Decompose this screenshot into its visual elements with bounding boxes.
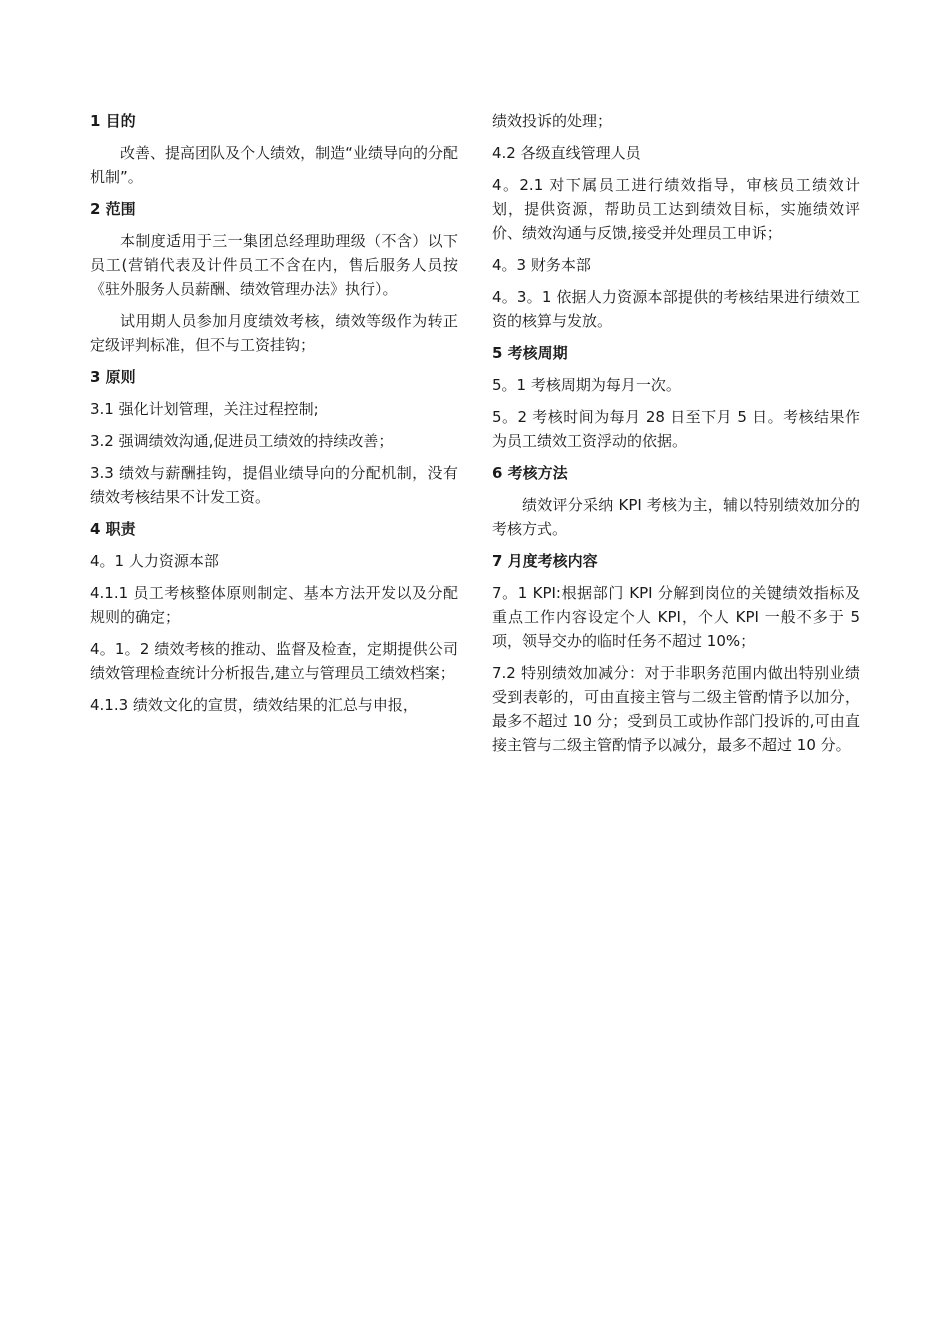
paragraph: 绩效投诉的处理； (492, 112, 613, 130)
paragraph: 3.3 绩效与薪酬挂钩，提倡业绩导向的分配机制，没有绩效考核结果不计发工资。 (90, 464, 458, 506)
paragraph: 试用期人员参加月度绩效考核，绩效等级作为转正定级评判标准，但不与工资挂钩； (90, 312, 458, 354)
paragraph: 4。1 人力资源本部 (90, 552, 219, 570)
paragraph: 5。1 考核周期为每月一次。 (492, 376, 681, 394)
paragraph: 7.2 特别绩效加减分：对于非职务范围内做出特别业绩受到表彰的，可由直接主管与二级主管酌情予以加分，最多不超过 10 分；受到员工或协作部门投诉的,可由直接主管与二级主管酌情予以减分，最多不超过 10 分。 (492, 664, 860, 754)
section-heading-principles: 3 原则 (90, 368, 136, 386)
right-column (492, 109, 860, 765)
paragraph: 4。3 财务本部 (492, 256, 591, 274)
paragraph: 4.1.3 绩效文化的宣贯，绩效结果的汇总与申报， (90, 696, 418, 714)
section-heading-responsibilities: 4 职责 (90, 520, 136, 538)
paragraph: 改善、提高团队及个人绩效，制造“业绩导向的分配机制”。 (90, 144, 458, 186)
section-heading-monthly-content: 7 月度考核内容 (492, 552, 598, 570)
left-column (90, 109, 458, 725)
paragraph: 4。3。1 依据人力资源本部提供的考核结果进行绩效工资的核算与发放。 (492, 288, 860, 330)
paragraph: 绩效评分采纳 KPI 考核为主，辅以特别绩效加分的考核方式。 (492, 496, 860, 538)
paragraph: 7。1 KPI:根据部门 KPI 分解到岗位的关键绩效指标及重点工作内容设定个人 KPI，个人 KPI 一般不多于 5 项，领导交办的临时任务不超过 10%； (492, 584, 860, 650)
paragraph: 3.2 强调绩效沟通,促进员工绩效的持续改善； (90, 432, 394, 450)
paragraph: 4.1.1 员工考核整体原则制定、基本方法开发以及分配规则的确定； (90, 584, 458, 626)
section-heading-scope: 2 范围 (90, 200, 136, 218)
paragraph: 5。2 考核时间为每月 28 日至下月 5 日。考核结果作为员工绩效工资浮动的依据。 (492, 408, 860, 450)
paragraph: 本制度适用于三一集团总经理助理级（不含）以下员工(营销代表及计件员工不含在内，售后服务人员按《驻外服务人员薪酬、绩效管理办法》执行）。 (90, 232, 458, 298)
section-heading-assessment-method: 6 考核方法 (492, 464, 568, 482)
paragraph: 4。1。2 绩效考核的推动、监督及检查，定期提供公司绩效管理检查统计分析报告,建立与管理员工绩效档案； (90, 640, 458, 682)
paragraph: 3.1 强化计划管理，关注过程控制; (90, 400, 319, 418)
section-heading-purpose: 1 目的 (90, 112, 136, 130)
paragraph: 4。2.1 对下属员工进行绩效指导，审核员工绩效计划，提供资源，帮助员工达到绩效目标，实施绩效评价、绩效沟通与反馈,接受并处理员工申诉； (492, 176, 860, 242)
section-heading-assessment-cycle: 5 考核周期 (492, 344, 568, 362)
paragraph: 4.2 各级直线管理人员 (492, 144, 641, 162)
